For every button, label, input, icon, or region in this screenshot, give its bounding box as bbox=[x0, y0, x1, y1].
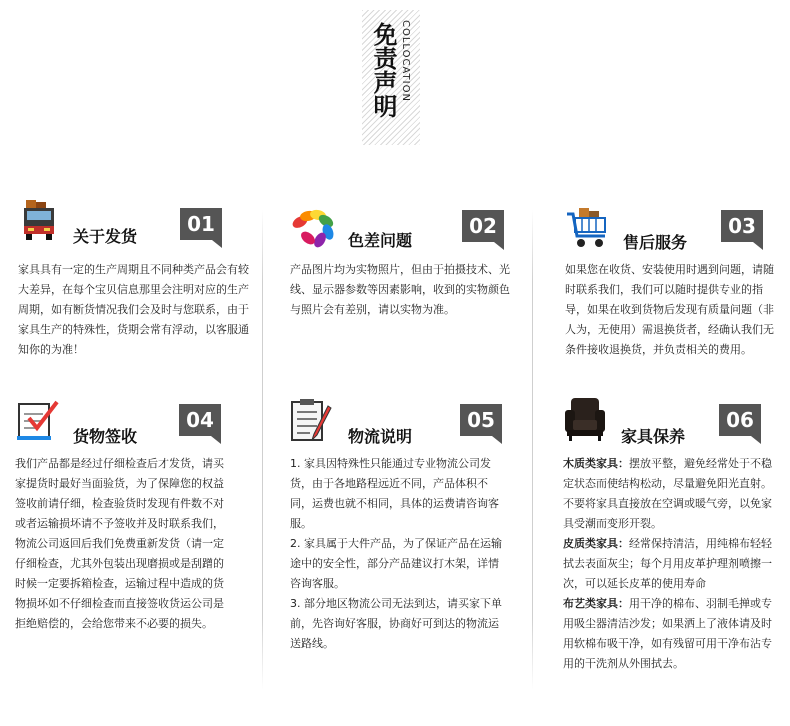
panel-text-color: 产品图片均为实物照片，但由于拍摄技术、光线、显示器参数等因素影响，收到的实物颜色与照片会有差别，请以实物为准。 bbox=[290, 263, 510, 316]
clipboard-pen-icon bbox=[290, 398, 334, 442]
maintenance-item-fabric bbox=[563, 594, 777, 674]
panel-text-receipt: 我们产品都是经过仔细检查后才发货，请买家提货时最好当面验货，为了保障您的权益签收前请仔细，检查验货时发现有件数不对或者运输损坏请不予签收并及时联系我们，物流公司返回后我们免费重新发货（请一定仔细检查，尤其外包装出现磨损或是刮蹭的时候一定要拆箱检查，运输过程中造成的货物损坏如不仔细检查而直接签收货运公司是拒绝赔偿的，会给您带来不必要的损失。 bbox=[15, 457, 224, 630]
checklist-icon bbox=[15, 398, 59, 442]
panel-text-logistics bbox=[290, 454, 508, 654]
panel-receipt bbox=[15, 392, 260, 692]
panel-title-receipt: 货物签收 bbox=[73, 427, 138, 446]
panel-number-05: 05 bbox=[460, 404, 502, 436]
panel-text-maintenance bbox=[563, 454, 777, 674]
maintenance-item-leather bbox=[563, 534, 777, 594]
color-palette-icon bbox=[290, 208, 334, 252]
header-banner bbox=[362, 10, 420, 145]
maintenance-text-leather: 经常保持清洁，用纯棉布轻轻拭去表面灰尘；每个月用皮革护理剂喷擦一次，可以延长皮革的使用寿命 bbox=[563, 537, 772, 590]
page-subtitle: COLLOCATION bbox=[400, 20, 411, 102]
shopping-cart-icon bbox=[565, 206, 609, 250]
panel-after-sales bbox=[565, 198, 790, 398]
panel-title-logistics: 物流说明 bbox=[348, 427, 413, 446]
panel-title-shipping: 关于发货 bbox=[73, 227, 138, 246]
logistics-paragraph-2: 2. 家具属于大件产品，为了保证产品在运输途中的安全性，部分产品建议打木架，详情咨询客服。 bbox=[290, 537, 502, 590]
armchair-icon bbox=[563, 396, 607, 440]
panel-shipping bbox=[18, 198, 263, 398]
panel-maintenance bbox=[563, 392, 790, 692]
panel-title-maintenance: 家具保养 bbox=[621, 427, 686, 446]
logistics-paragraph-1: 1. 家具因特殊性只能通过专业物流公司发货，由于各地路程远近不同，产品体积不同，运费也就不相同，具体的运费请咨询客服。 bbox=[290, 457, 499, 530]
logistics-paragraph-3: 3. 部分地区物流公司无法到达，请买家下单前，先咨询好客服，协商好可到达的物流运送路线。 bbox=[290, 597, 502, 650]
panel-text-shipping: 家具具有一定的生产周期且不同种类产品会有较大差异，在每个宝贝信息那里会注明对应的生产周期，如有断货情况我们会及时与您联系，由于家具生产的特殊性，货期会常有浮动，以客服通知你的为准！ bbox=[18, 263, 249, 356]
panel-number-01: 01 bbox=[180, 208, 222, 240]
maintenance-label-leather: 皮质类家具： bbox=[563, 537, 629, 550]
panel-number-03: 03 bbox=[721, 210, 763, 242]
panel-number-04: 04 bbox=[179, 404, 221, 436]
maintenance-item-wood bbox=[563, 454, 777, 534]
panel-logistics bbox=[290, 392, 535, 692]
maintenance-label-wood: 木质类家具： bbox=[563, 457, 629, 470]
maintenance-label-fabric: 布艺类家具： bbox=[563, 597, 629, 610]
maintenance-text-wood: 摆放平整，避免经常处于不稳定状态而使结构松动，尽量避免阳光直射。不要将家具直接放在空调或暖气旁，以免家具受潮而变形开裂。 bbox=[563, 457, 772, 530]
panel-text-after-sales: 如果您在收货、安装使用时遇到问题，请随时联系我们，我们可以随时提供专业的指导，如果在收到货物后发现有质量问题（非人为，无使用）需退换货者，经确认我们无条件接收退换货，并负责相关的费用。 bbox=[565, 263, 774, 356]
maintenance-text-fabric: 用干净的棉布、羽制毛掸或专用吸尘器清洁沙发；如果洒上了液体请及时用软棉布吸干净，如有残留可用干净布沾专用的干洗剂从外围拭去。 bbox=[563, 597, 772, 670]
page-title: 免责声明 bbox=[369, 22, 397, 118]
panel-title-after-sales: 售后服务 bbox=[623, 233, 688, 252]
delivery-truck-icon bbox=[18, 198, 62, 242]
panel-number-06: 06 bbox=[719, 404, 761, 436]
panel-number-02: 02 bbox=[462, 210, 504, 242]
panel-title-color: 色差问题 bbox=[348, 231, 413, 250]
panel-color-difference bbox=[290, 198, 535, 398]
